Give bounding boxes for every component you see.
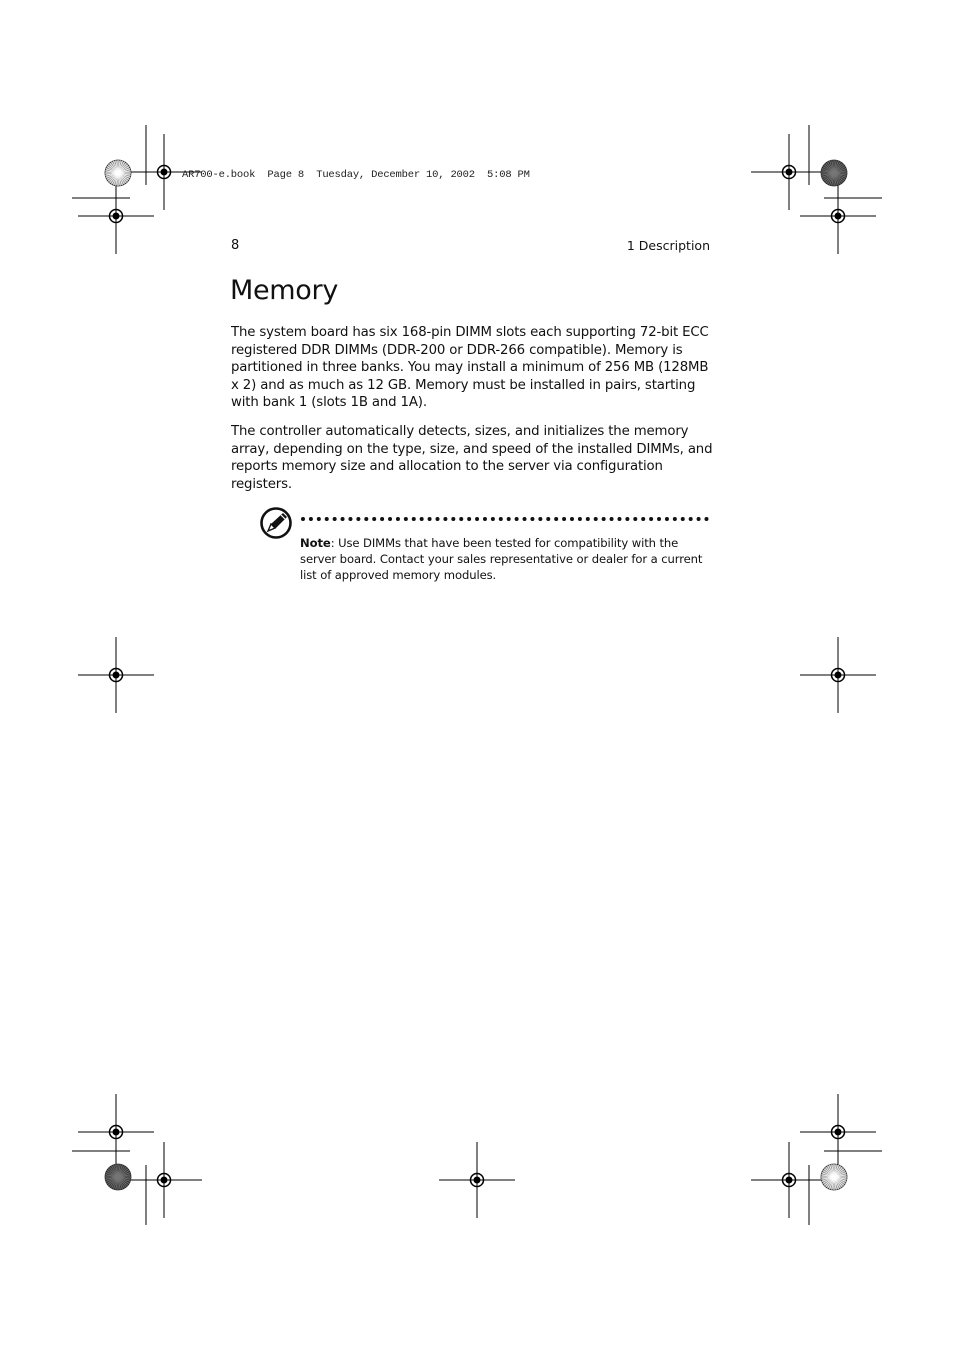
crosshair-mark (439, 1142, 515, 1218)
section-title: Memory (230, 275, 339, 306)
note-body: : Use DIMMs that have been tested for compatibility with the server board. Contact your sales representative or dealer for a current list of approved memory modules. (300, 536, 703, 582)
crosshair-mark (751, 1142, 827, 1218)
star-target-icon (105, 1164, 131, 1190)
body-paragraph: The system board has six 168-pin DIMM slots each supporting 72-bit ECC registered DDR DIMMs (DDR-200 or DDR-266 compatible). Memory is partitioned in three banks. You may install a minimum of 256 MB (128MB x 2) and as much as 12 GB. Memory must be installed in pairs, starting with bank 1 (slots 1B and 1A). (231, 325, 709, 411)
note-label: Note (300, 536, 331, 550)
crosshair-mark (78, 637, 154, 713)
star-target-icon (105, 160, 131, 186)
crosshair-mark (800, 178, 876, 254)
crosshair-mark (78, 178, 154, 254)
star-target-icon (821, 160, 847, 186)
star-target-icon (821, 1164, 847, 1190)
page-number: 8 (231, 238, 240, 253)
body-paragraph: The controller automatically detects, sizes, and initializes the memory array, depending on the type, size, and speed of the installed DIMMs, and reports memory size and allocation to the server via configuration registers. (231, 424, 713, 492)
note-text (300, 535, 710, 583)
print-slug: AR700-e.book Page 8 Tuesday, December 10, 2002 5:08 PM (182, 169, 530, 181)
crosshair-mark (800, 637, 876, 713)
crosshair-mark (78, 1094, 154, 1170)
crosshair-mark (800, 1094, 876, 1170)
note-pen-icon (259, 505, 295, 541)
running-head: 1 Description (626, 238, 710, 253)
crosshair-mark (751, 134, 827, 210)
crosshair-mark (126, 1142, 202, 1218)
note-divider (301, 517, 709, 521)
